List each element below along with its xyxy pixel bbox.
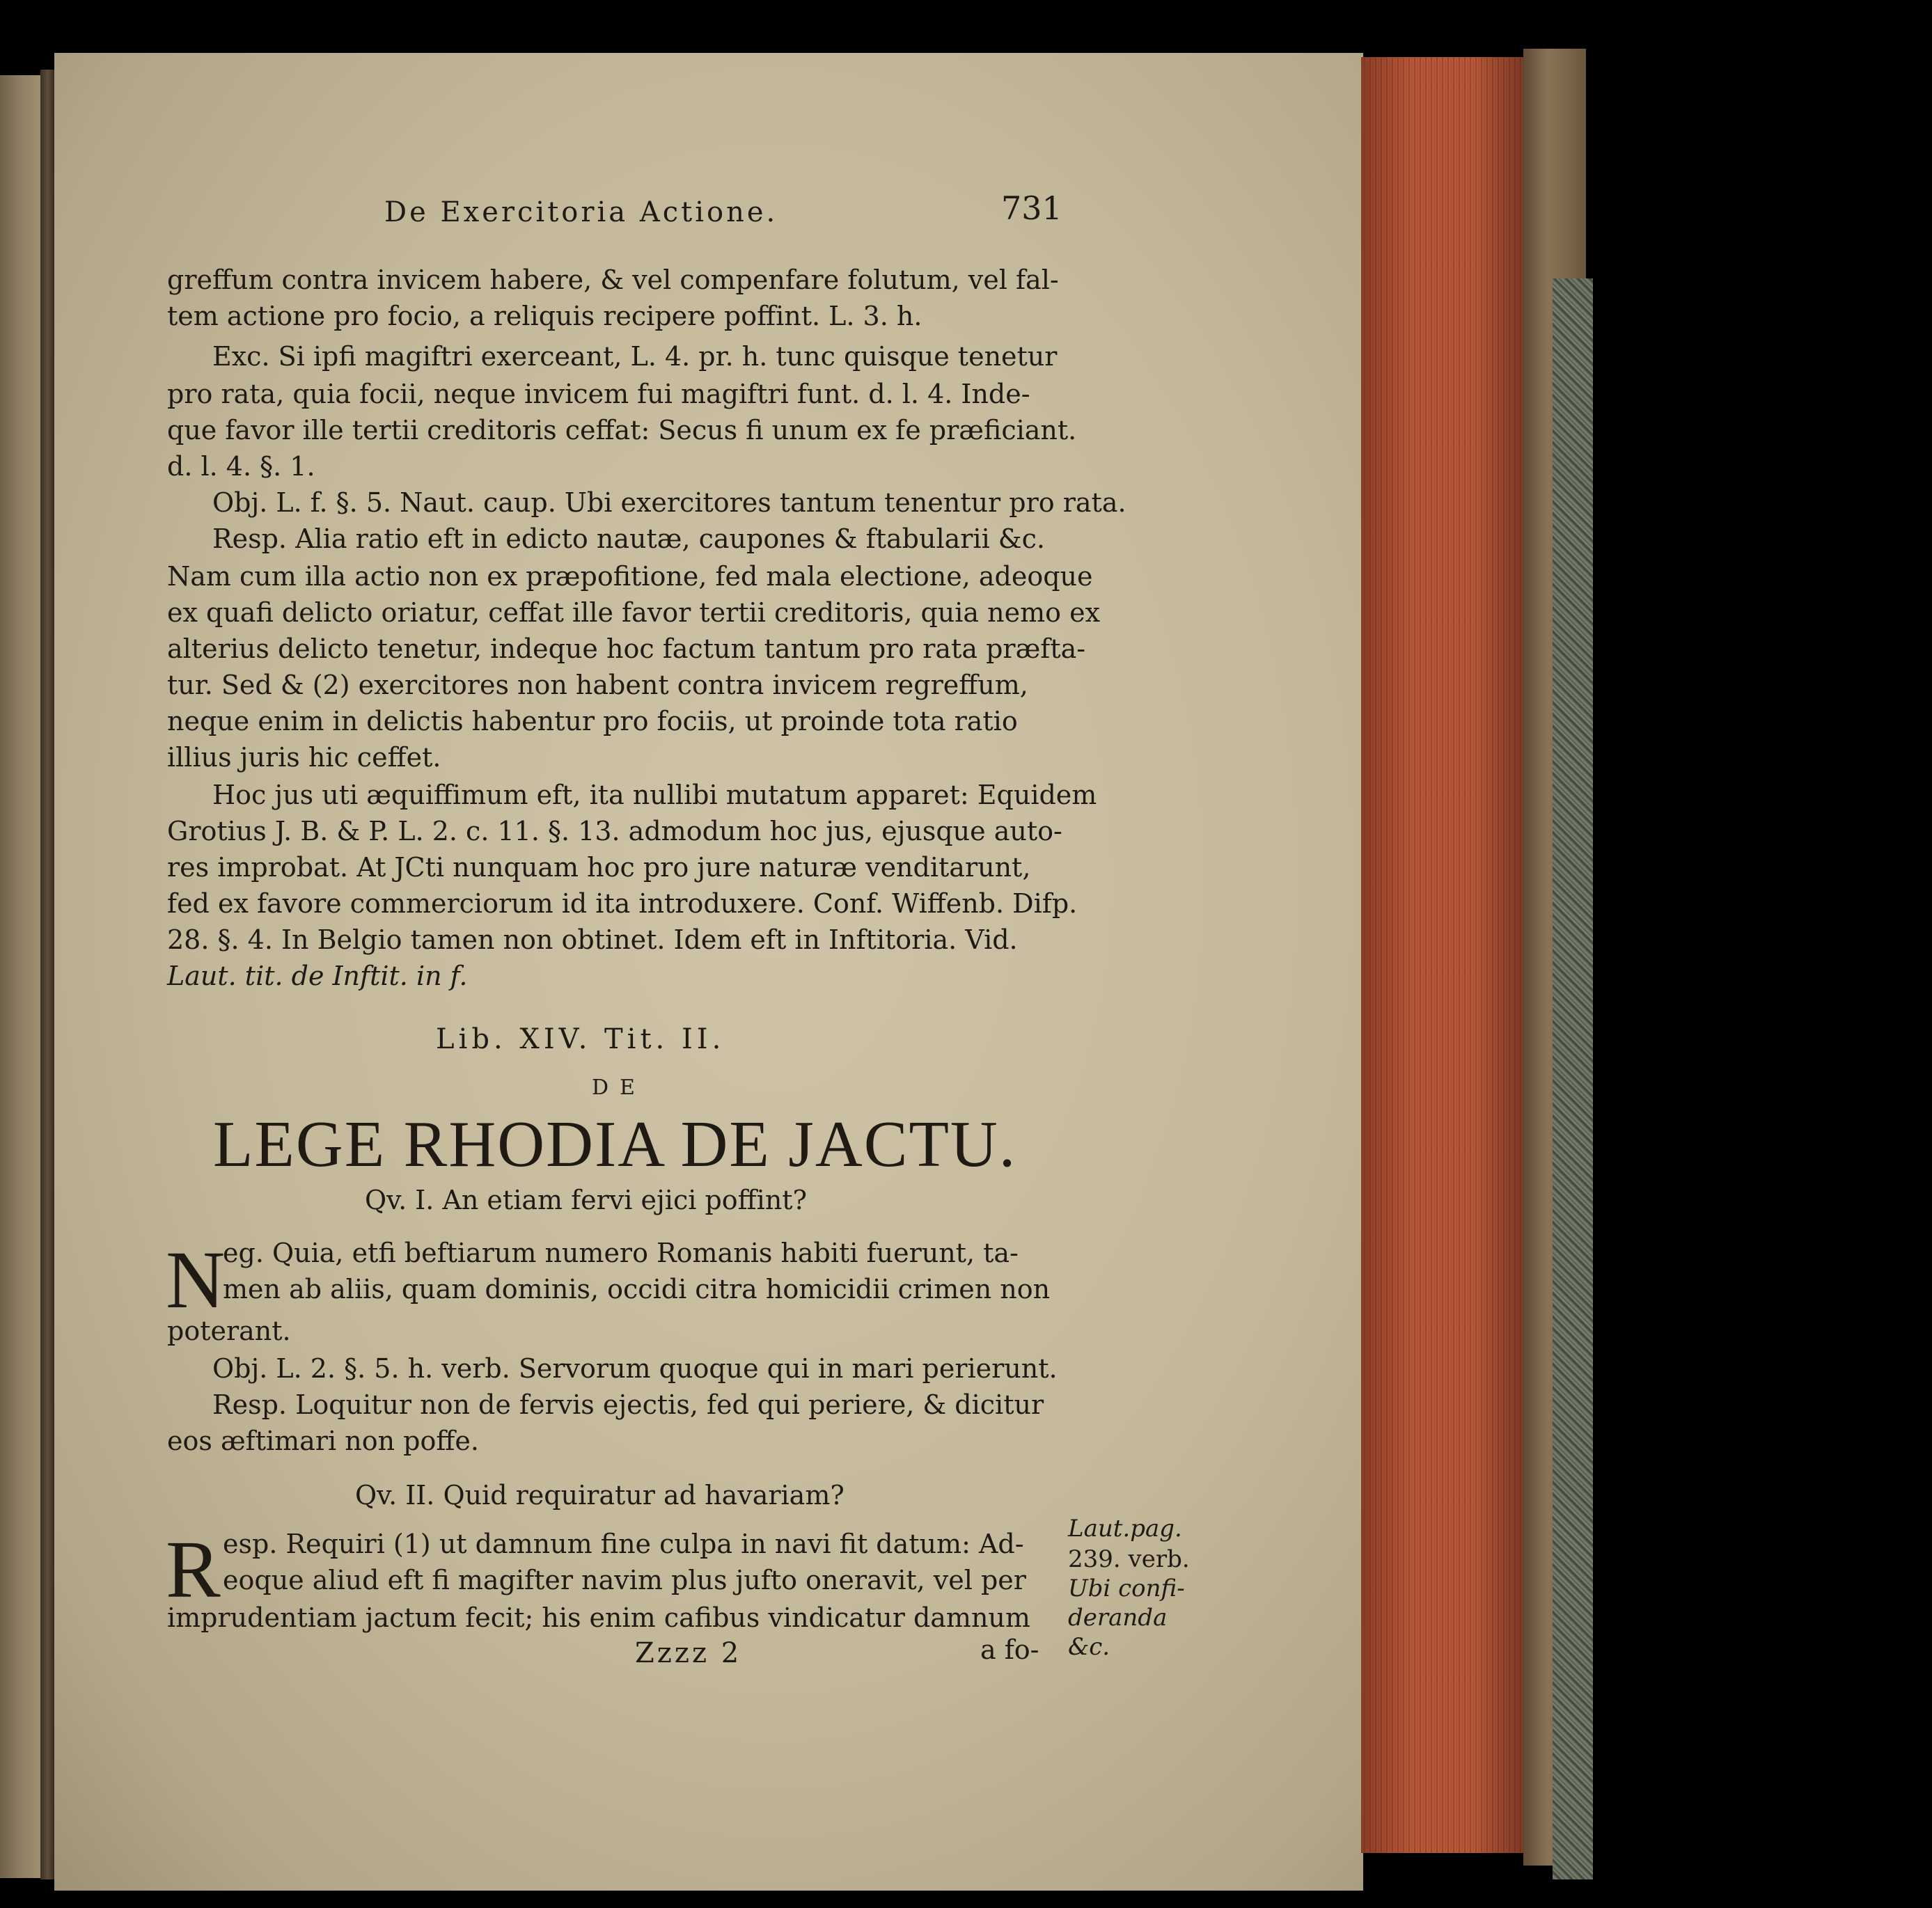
section-de: DE [592, 1075, 646, 1100]
body-line: res improbat. At JCti nunquam hoc pro jure naturæ venditarunt, [167, 852, 1031, 883]
fore-edge-shade [1361, 57, 1525, 1853]
body-line: tem actione pro focio, a reliquis recipere poffint. L. 3. h. [167, 301, 922, 331]
body-line: que favor ille tertii creditoris ceffat: Secus fi unum ex fe præficiant. [167, 415, 1077, 446]
body-line: Obj. L. f. §. 5. Naut. caup. Ubi exercitores tantum tenentur pro rata. [212, 487, 1126, 518]
body-line: alterius delicto tenetur, indeque hoc factum tantum pro rata præfta- [167, 633, 1086, 664]
body-line: Laut. tit. de Inftit. in f. [167, 961, 468, 991]
book-title: Lib. XIV. Tit. II. [436, 1023, 725, 1055]
body-line: Grotius J. B. & P. L. 2. c. 11. §. 13. admodum hoc jus, ejusque auto- [167, 816, 1062, 846]
question-line: esp. Requiri (1) ut damnum fine culpa in navi fit datum: Ad- [223, 1529, 1024, 1559]
page-number: 731 [1001, 189, 1062, 227]
marginal-note-line: Ubi confi- [1068, 1575, 1185, 1602]
drop-cap: R [166, 1524, 221, 1615]
body-line: Resp. Alia ratio eft in edicto nautæ, caupones & ftabularii &c. [212, 523, 1045, 554]
question-line: men ab aliis, quam dominis, occidi citra homicidii crimen non [223, 1274, 1051, 1304]
background [1594, 0, 1932, 1908]
body-line: tur. Sed & (2) exercitores non habent contra invicem regreffum, [167, 670, 1028, 700]
body-line: greffum contra invicem habere, & vel compenfare folutum, vel fal- [167, 265, 1059, 295]
drop-cap: N [166, 1234, 226, 1325]
body-line: d. l. 4. §. 1. [167, 451, 315, 482]
question-line: Obj. L. 2. §. 5. h. verb. Servorum quoque qui in mari perierunt. [212, 1353, 1058, 1384]
question-line: eos æftimari non poffe. [167, 1426, 479, 1456]
question-line: eg. Quia, etfi beftiarum numero Romanis habiti fuerunt, ta- [223, 1238, 1019, 1268]
question-line: imprudentiam jactum fecit; his enim cafibus vindicatur damnum [167, 1602, 1030, 1633]
signature-mark: Zzzz 2 [635, 1637, 742, 1669]
body-line: Exc. Si ipfi magiftri exerceant, L. 4. pr. h. tunc quisque tenetur [212, 341, 1058, 372]
body-line: neque enim in delictis habentur pro fociis, ut proinde tota ratio [167, 706, 1018, 736]
question-line: Resp. Loquitur non de fervis ejectis, fed qui periere, & dicitur [212, 1389, 1044, 1420]
book-gutter [40, 70, 56, 1879]
body-line: 28. §. 4. In Belgio tamen non obtinet. Idem eft in Inftitoria. Vid. [167, 924, 1018, 955]
body-line: illius juris hic ceffet. [167, 742, 441, 773]
question-line: poterant. [167, 1316, 291, 1346]
marginal-note-line: &c. [1068, 1633, 1110, 1661]
question-heading: Qv. I. An etiam fervi ejici poffint? [365, 1185, 807, 1215]
marbled-board [1553, 278, 1593, 1879]
marginal-note-line: deranda [1068, 1604, 1168, 1632]
running-title: De Exercitoria Actione. [384, 196, 778, 228]
body-line: pro rata, quia focii, neque invicem fui magiftri funt. d. l. 4. Inde- [167, 379, 1030, 409]
body-line: Nam cum illa actio non ex præpofitione, fed mala electione, adeoque [167, 561, 1093, 592]
catchword: a fo- [980, 1634, 1039, 1665]
body-line: ex quafi delicto oriatur, ceffat ille favor tertii creditoris, quia nemo ex [167, 597, 1101, 628]
section-title: LEGE RHODIA DE JACTU. [213, 1108, 1017, 1181]
question-line: eoque aliud eft fi magifter navim plus jufto oneravit, vel per [223, 1565, 1026, 1595]
marginal-note-line: Laut.pag. [1068, 1515, 1182, 1543]
question-heading: Qv. II. Quid requiratur ad havariam? [355, 1480, 845, 1511]
marginal-note-line: 239. verb. [1068, 1545, 1190, 1573]
body-line: fed ex favore commerciorum id ita introduxere. Conf. Wiffenb. Difp. [167, 888, 1078, 919]
body-line: Hoc jus uti æquiffimum eft, ita nullibi mutatum apparet: Equidem [212, 780, 1097, 810]
